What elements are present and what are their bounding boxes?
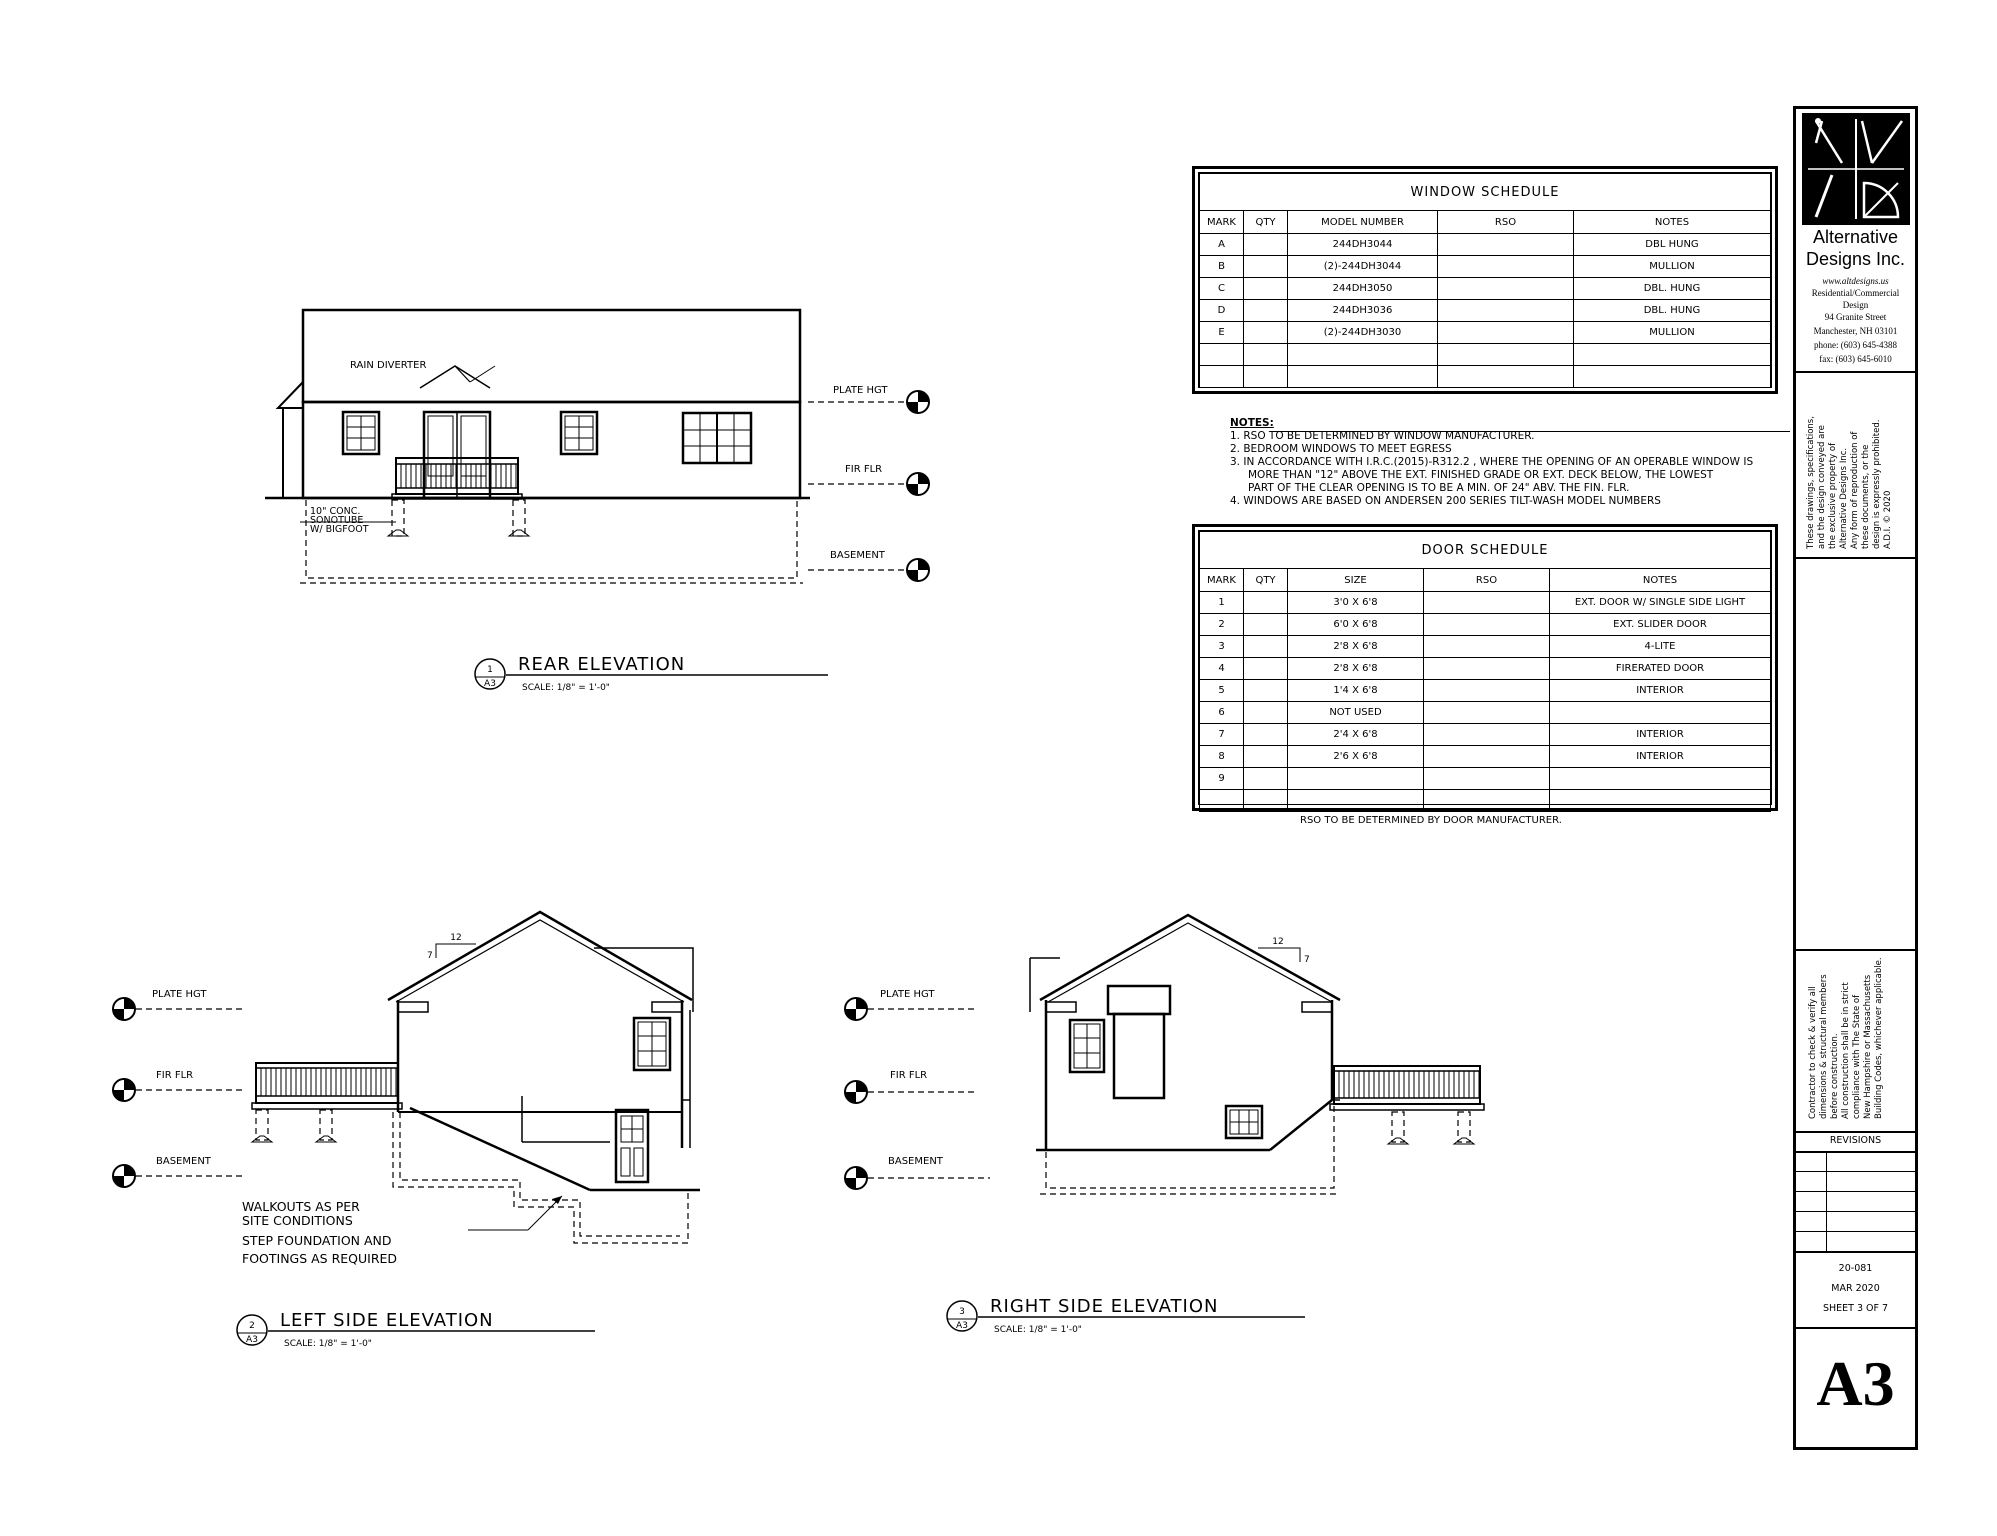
table-cell [1438,300,1574,322]
left-plate-hgt-label: PLATE HGT [152,989,207,1000]
door-schedule [1192,524,1778,811]
table-cell [1424,658,1550,680]
table-cell: INTERIOR [1550,746,1771,768]
table-cell: 6'0 X 6'8 [1288,614,1424,636]
table-cell: NOT USED [1288,702,1424,724]
table-row [1200,592,1771,614]
sonotube-label-1: 10" CONC. [310,506,361,517]
company-fax: fax: (603) 645-6010 [1819,354,1892,364]
table-cell: E [1200,322,1244,344]
table-row [1200,636,1771,658]
contractor-lines-line: All construction shall be in strict [1841,982,1851,1119]
note-line: PART OF THE CLEAR OPENING IS TO BE A MIN. OF 24" ABV. THE FIN. FLR. [1248,482,1630,494]
door-schedule-title: DOOR SCHEDULE [1200,532,1771,569]
left-pitch-run: 12 [450,933,462,943]
table-cell: 244DH3036 [1288,300,1438,322]
rear-elevation-label: REAR ELEVATION [518,654,686,675]
contractor-lines-line: compliance with The State of [1852,994,1862,1119]
table-cell: (2)-244DH3044 [1288,256,1438,278]
table-cell [1244,636,1288,658]
door-schedule-col-header: QTY [1244,569,1288,592]
table-cell: 3 [1200,636,1244,658]
table-cell [1244,790,1288,812]
walkout-note-1: WALKOUTS AS PER [242,1199,360,1214]
contractor-lines-line: dimensions & structural members [1819,974,1829,1119]
contractor-lines-line: New Hampshire or Massachusetts [1863,974,1873,1119]
rain-diverter-label: RAIN DIVERTER [350,360,427,371]
left-fir-flr-label: FIR FLR [156,1070,194,1081]
table-cell [1244,680,1288,702]
right-scale-label: SCALE: 1/8" = 1'-0" [994,1325,1082,1335]
note-line: 2. BEDROOM WINDOWS TO MEET EGRESS [1230,443,1452,455]
table-row [1200,768,1771,790]
table-cell [1424,636,1550,658]
walkout-note-2: SITE CONDITIONS [242,1213,353,1228]
table-cell [1574,366,1771,388]
table-cell: DBL. HUNG [1574,278,1771,300]
table-cell [1200,790,1244,812]
right-basement-window [1226,1106,1262,1138]
table-cell [1244,658,1288,680]
company-website: www.altdesigns.us [1822,276,1889,286]
table-cell: B [1200,256,1244,278]
rear-scale-label: SCALE: 1/8" = 1'-0" [522,683,610,693]
table-row [1200,614,1771,636]
window-schedule [1192,166,1778,394]
right-pitch-rise: 7 [1304,955,1310,965]
table-cell [1244,278,1288,300]
copyright-lines-line: and the design conveyed are [1817,425,1827,549]
right-detail-number: 3 [959,1307,965,1317]
table-row [1200,344,1771,366]
left-side-elevation [113,912,700,1349]
table-row [1200,366,1771,388]
company-name-line-1: Alternative [1812,227,1899,247]
table-cell [1438,234,1574,256]
table-cell: 2'8 X 6'8 [1288,636,1424,658]
rear-window-mullion [683,413,751,463]
left-basement-label: BASEMENT [156,1156,211,1167]
table-row [1200,746,1771,768]
revisions-label: REVISIONS [1829,1135,1882,1146]
table-cell [1288,366,1438,388]
rear-detail-sheet: A3 [484,679,496,689]
table-cell [1424,746,1550,768]
job-number: 20-081 [1838,1263,1873,1274]
table-cell [1244,724,1288,746]
table-row [1200,278,1771,300]
sheet-count: SHEET 3 OF 7 [1822,1303,1889,1314]
window-schedule-col-header: QTY [1244,211,1288,234]
left-elevation-title [237,1310,595,1349]
table-cell: FIRERATED DOOR [1550,658,1771,680]
table-cell: C [1200,278,1244,300]
copyright-lines-line: These drawings, specifications, [1806,416,1816,549]
door-schedule-col-header: RSO [1424,569,1550,592]
rear-fir-flr-marker [907,473,929,495]
note-line: 4. WINDOWS ARE BASED ON ANDERSEN 200 SERIES TILT-WASH MODEL NUMBERS [1230,495,1661,507]
table-row [1200,256,1771,278]
right-detail-sheet: A3 [956,1321,968,1331]
title-block [1793,106,1918,1450]
rear-window-1 [343,412,379,454]
right-plate-hgt-marker [845,998,867,1020]
left-scale-label: SCALE: 1/8" = 1'-0" [284,1339,372,1349]
table-cell: INTERIOR [1550,724,1771,746]
company-city: Manchester, NH 03101 [1813,326,1898,336]
note-line: 1. RSO TO BE DETERMINED BY WINDOW MANUFACTURER. [1230,430,1535,442]
right-basement-label: BASEMENT [888,1156,943,1167]
table-cell: 4-LITE [1550,636,1771,658]
copyright-lines-line: Alternative Designs Inc. [1839,447,1849,549]
sheet-number: A3 [1816,1348,1895,1419]
table-row [1200,724,1771,746]
table-row [1200,702,1771,724]
table-cell [1424,592,1550,614]
door-schedule-footnote: RSO TO BE DETERMINED BY DOOR MANUFACTURER. [1300,815,1562,826]
right-basement-marker [845,1167,867,1189]
table-cell: 7 [1200,724,1244,746]
table-cell: MULLION [1574,322,1771,344]
table-cell [1244,702,1288,724]
table-cell: 2 [1200,614,1244,636]
rear-plate-hgt-label: PLATE HGT [833,385,888,396]
note-line: MORE THAN "12" ABOVE THE EXT. FINISHED GRADE OR EXT. DECK BELOW, THE LOWEST [1248,469,1714,481]
door-schedule-col-header: MARK [1200,569,1244,592]
rear-elevation [265,310,929,693]
window-schedule-col-header: MARK [1200,211,1244,234]
notes-heading: NOTES: [1230,417,1274,429]
table-cell: (2)-244DH3030 [1288,322,1438,344]
left-fir-flr-marker [113,1079,135,1101]
right-elevation-label: RIGHT SIDE ELEVATION [990,1296,1219,1317]
left-detail-number: 2 [249,1321,255,1331]
company-logo [1802,113,1910,225]
drawing-date: MAR 2020 [1831,1283,1880,1294]
left-elevation-label: LEFT SIDE ELEVATION [280,1310,494,1331]
rear-fir-flr-label: FIR FLR [845,464,883,475]
table-cell [1244,366,1288,388]
table-cell: D [1200,300,1244,322]
rear-basement-label: BASEMENT [830,550,885,561]
table-cell [1288,344,1438,366]
table-cell [1244,592,1288,614]
right-fir-flr-marker [845,1081,867,1103]
revisions-table [1796,1151,1915,1251]
table-cell [1244,234,1288,256]
table-cell: A [1200,234,1244,256]
table-cell: 1'4 X 6'8 [1288,680,1424,702]
table-cell [1424,768,1550,790]
table-cell: 244DH3044 [1288,234,1438,256]
left-pitch-rise: 7 [427,951,433,961]
table-row [1200,234,1771,256]
table-cell [1244,614,1288,636]
window-schedule-col-header: MODEL NUMBER [1288,211,1438,234]
table-cell: 5 [1200,680,1244,702]
table-cell [1438,344,1574,366]
copyright-lines-line: A.D.I. © 2020 [1883,490,1893,549]
table-cell [1424,702,1550,724]
contractor-lines-line: Contractor to check & verify all [1808,986,1818,1119]
table-cell: EXT. DOOR W/ SINGLE SIDE LIGHT [1550,592,1771,614]
left-deck [252,1063,402,1109]
table-cell: DBL HUNG [1574,234,1771,256]
rear-wall [303,402,800,498]
table-row [1200,658,1771,680]
right-side-elevation [845,915,1484,1335]
note-line: 3. IN ACCORDANCE WITH I.R.C.(2015)-R312.2 , WHERE THE OPENING OF AN OPERABLE WINDOW IS [1230,456,1754,468]
table-cell [1288,790,1424,812]
table-cell [1550,768,1771,790]
sonotube-label-2: SONOTUBE [310,515,364,526]
left-walkout-door [616,1110,648,1182]
right-deck [1330,1066,1484,1110]
table-cell [1438,278,1574,300]
table-row [1200,322,1771,344]
company-service-1: Residential/Commercial [1811,288,1900,298]
table-cell [1200,344,1244,366]
window-schedule-title: WINDOW SCHEDULE [1200,174,1771,211]
company-service-2: Design [1842,300,1869,310]
sonotube-label-3: W/ BIGFOOT [310,524,369,535]
table-cell [1424,790,1550,812]
company-phone: phone: (603) 645-4388 [1814,340,1897,350]
door-schedule-col-header: NOTES [1550,569,1771,592]
company-name-line-2: Designs Inc. [1805,249,1906,269]
right-window [1070,1020,1104,1072]
contractor-lines-line: Building Codes, whichever applicable. [1874,957,1884,1119]
table-cell [1550,702,1771,724]
table-cell [1244,300,1288,322]
table-cell [1244,746,1288,768]
rear-window-2 [561,412,597,454]
table-cell: 4 [1200,658,1244,680]
table-cell: INTERIOR [1550,680,1771,702]
right-pitch-run: 12 [1272,937,1284,947]
table-cell: 6 [1200,702,1244,724]
table-cell: 2'4 X 6'8 [1288,724,1424,746]
contractor-notice [1808,957,1885,1119]
rear-elevation-title [475,654,828,693]
window-schedule-col-header: NOTES [1574,211,1771,234]
table-cell [1424,614,1550,636]
right-elevation-title [947,1296,1305,1335]
table-cell: 1 [1200,592,1244,614]
window-notes [1230,417,1790,508]
walkout-note-3: STEP FOUNDATION AND [242,1233,392,1248]
right-plate-hgt-label: PLATE HGT [880,989,935,1000]
table-cell [1200,366,1244,388]
table-row [1200,790,1771,812]
copyright-lines-line: these documents, or the [1861,444,1871,549]
table-row [1200,680,1771,702]
table-cell: 9 [1200,768,1244,790]
table-cell [1424,680,1550,702]
left-window [634,1018,670,1070]
table-cell [1288,768,1424,790]
table-cell: DBL. HUNG [1574,300,1771,322]
table-cell: 3'0 X 6'8 [1288,592,1424,614]
rear-basement-marker [907,559,929,581]
rear-roof [303,310,800,402]
table-cell: EXT. SLIDER DOOR [1550,614,1771,636]
table-row [1200,300,1771,322]
left-plate-hgt-marker [113,998,135,1020]
table-cell [1550,790,1771,812]
copyright-lines-line: design is expressly prohibited. [1872,419,1882,549]
table-cell [1244,322,1288,344]
copyright-lines-line: Any form of reproduction of [1850,431,1860,549]
rear-plate-hgt-marker [907,391,929,413]
rear-detail-number: 1 [487,665,493,675]
table-cell [1438,322,1574,344]
table-cell [1244,768,1288,790]
contractor-lines-line: before construction. [1830,1033,1840,1119]
table-cell [1244,344,1288,366]
rear-slider-door [424,412,490,498]
window-schedule-col-header: RSO [1438,211,1574,234]
copyright-lines-line: the exclusive property of [1828,442,1838,549]
table-cell [1438,366,1574,388]
table-cell [1438,256,1574,278]
door-schedule-col-header: SIZE [1288,569,1424,592]
table-cell: 8 [1200,746,1244,768]
right-fir-flr-label: FIR FLR [890,1070,928,1081]
table-cell: 244DH3050 [1288,278,1438,300]
table-cell: 2'8 X 6'8 [1288,658,1424,680]
table-cell: 2'6 X 6'8 [1288,746,1424,768]
walkout-note-4: FOOTINGS AS REQUIRED [242,1251,398,1266]
table-cell: MULLION [1574,256,1771,278]
copyright-notice [1806,416,1894,549]
table-cell [1424,724,1550,746]
table-cell [1574,344,1771,366]
table-cell [1244,256,1288,278]
left-basement-marker [113,1165,135,1187]
company-street: 94 Granite Street [1824,312,1887,322]
left-detail-sheet: A3 [246,1335,258,1345]
